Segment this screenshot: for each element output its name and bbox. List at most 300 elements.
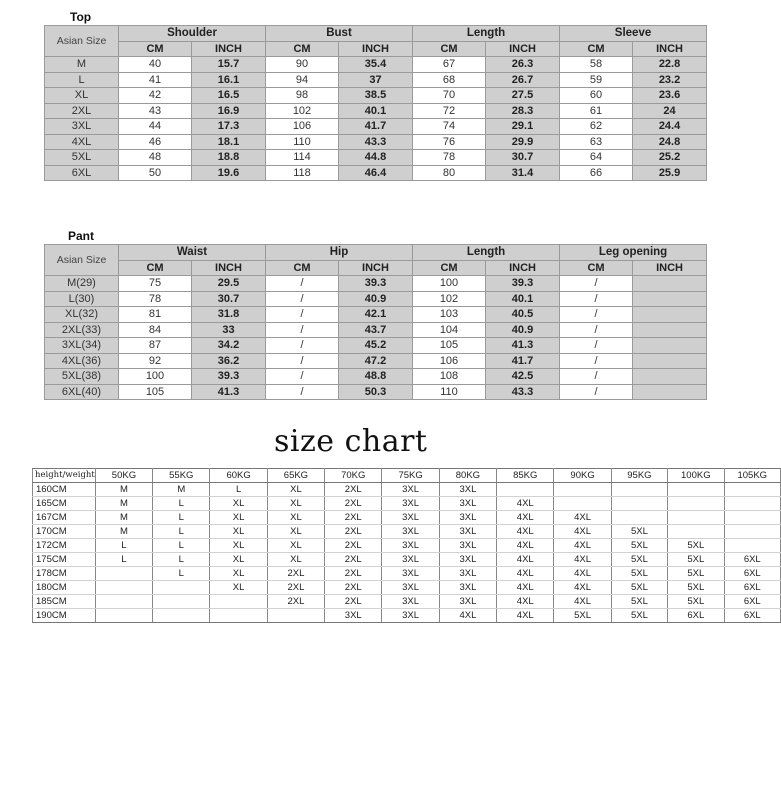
recommended-size-cell: 3XL (439, 525, 496, 539)
pant-inch-value: 43.7 (339, 322, 413, 338)
pant-inch-value: 40.1 (486, 291, 560, 307)
pant-inch-value (633, 369, 707, 385)
top-inch-value: 24 (633, 103, 707, 119)
recommended-size-cell: 3XL (382, 511, 439, 525)
weight-column-header: 55KG (153, 469, 210, 483)
pant-inch-value: 43.3 (486, 384, 560, 400)
top-size-label: XL (45, 88, 119, 104)
pant-cm-value: / (560, 322, 633, 338)
top-cm-value: 114 (266, 150, 339, 166)
recommended-size-cell: 3XL (382, 553, 439, 567)
recommended-size-cell: 6XL (668, 609, 724, 623)
recommended-size-cell: 4XL (497, 525, 554, 539)
top-cm-value: 90 (266, 57, 339, 73)
top-inch-value: 24.8 (633, 134, 707, 150)
recommended-size-cell: 4XL (554, 511, 611, 525)
pant-size-row (45, 322, 707, 338)
pant-size-label: 2XL(33) (45, 322, 119, 338)
recommended-size-cell: 6XL (724, 595, 780, 609)
top-inch-value: 26.3 (486, 57, 560, 73)
top-group-header: Bust (266, 26, 413, 42)
top-cm-value: 40 (119, 57, 192, 73)
pant-size-label: M(29) (45, 276, 119, 292)
pant-size-label: 4XL(36) (45, 353, 119, 369)
weight-column-header: 95KG (611, 469, 667, 483)
top-cm-value: 74 (413, 119, 486, 135)
recommended-size-cell: L (153, 497, 210, 511)
top-unit-inch: INCH (486, 41, 560, 57)
top-inch-value: 29.9 (486, 134, 560, 150)
recommended-size-cell: 2XL (325, 539, 382, 553)
top-cm-value: 50 (119, 165, 192, 181)
pant-inch-value: 39.3 (486, 276, 560, 292)
recommended-size-cell: XL (267, 539, 324, 553)
recommended-size-cell: XL (210, 581, 267, 595)
pant-inch-value (633, 322, 707, 338)
pant-cm-value: / (266, 307, 339, 323)
top-inch-value: 25.2 (633, 150, 707, 166)
top-size-row (45, 72, 707, 88)
top-cm-value: 59 (560, 72, 633, 88)
top-inch-value: 28.3 (486, 103, 560, 119)
pant-inch-value: 40.9 (486, 322, 560, 338)
top-unit-cm: CM (266, 41, 339, 57)
weight-column-header: 75KG (382, 469, 439, 483)
recommended-size-cell: M (95, 483, 152, 497)
recommended-size-cell: 3XL (439, 497, 496, 511)
recommended-size-cell: 2XL (325, 595, 382, 609)
recommended-size-cell: 4XL (554, 553, 611, 567)
recommended-size-cell: 3XL (439, 595, 496, 609)
top-size-label: 2XL (45, 103, 119, 119)
top-inch-value: 35.4 (339, 57, 413, 73)
recommended-size-cell: 3XL (382, 567, 439, 581)
recommended-size-cell: 4XL (554, 539, 611, 553)
recommended-size-cell: 5XL (668, 567, 724, 581)
pant-cm-value: 105 (119, 384, 192, 400)
pant-cm-value: 103 (413, 307, 486, 323)
recommended-size-cell: 3XL (325, 609, 382, 623)
pant-inch-value (633, 291, 707, 307)
top-inch-value: 16.1 (192, 72, 266, 88)
top-cm-value: 72 (413, 103, 486, 119)
top-inch-value: 18.1 (192, 134, 266, 150)
top-size-row (45, 88, 707, 104)
top-group-header: Shoulder (119, 26, 266, 42)
height-label: 160CM (33, 483, 96, 497)
recommended-size-cell (724, 539, 780, 553)
top-size-label: 6XL (45, 165, 119, 181)
pant-size-row (45, 369, 707, 385)
recommended-size-cell: XL (210, 553, 267, 567)
pant-cm-value: 84 (119, 322, 192, 338)
recommended-size-cell (668, 511, 724, 525)
weight-column-header: 105KG (724, 469, 780, 483)
recommended-size-cell (95, 595, 152, 609)
pant-inch-value: 29.5 (192, 276, 266, 292)
top-cm-value: 43 (119, 103, 192, 119)
weight-column-header: 70KG (325, 469, 382, 483)
pant-cm-value: 102 (413, 291, 486, 307)
pant-cm-value: 108 (413, 369, 486, 385)
recommended-size-cell (95, 581, 152, 595)
pant-cm-value: 110 (413, 384, 486, 400)
recommended-size-cell: XL (267, 511, 324, 525)
pant-size-row (45, 276, 707, 292)
pant-inch-value (633, 338, 707, 354)
pant-inch-value: 47.2 (339, 353, 413, 369)
pant-size-row (45, 291, 707, 307)
recommended-size-cell: 3XL (382, 525, 439, 539)
weight-column-header: 60KG (210, 469, 267, 483)
top-unit-cm: CM (560, 41, 633, 57)
pant-inch-value: 41.7 (486, 353, 560, 369)
pant-cm-value: / (266, 353, 339, 369)
top-cm-value: 41 (119, 72, 192, 88)
recommended-size-cell: 6XL (724, 567, 780, 581)
recommended-size-cell: 5XL (554, 609, 611, 623)
recommended-size-cell: 3XL (439, 567, 496, 581)
top-unit-cm: CM (413, 41, 486, 57)
top-cm-value: 68 (413, 72, 486, 88)
recommended-size-cell: 3XL (439, 483, 496, 497)
recommended-size-cell: 3XL (439, 539, 496, 553)
pant-inch-value: 41.3 (192, 384, 266, 400)
pant-inch-value: 42.5 (486, 369, 560, 385)
pant-cm-value: / (560, 338, 633, 354)
top-cm-value: 66 (560, 165, 633, 181)
weight-column-header: 90KG (554, 469, 611, 483)
recommended-size-cell (95, 609, 152, 623)
top-inch-value: 43.3 (339, 134, 413, 150)
height-row (33, 539, 781, 553)
top-cm-value: 98 (266, 88, 339, 104)
recommended-size-cell: 4XL (497, 511, 554, 525)
pant-cm-value: / (266, 384, 339, 400)
height-label: 190CM (33, 609, 96, 623)
pant-cm-value: / (560, 384, 633, 400)
pant-cm-value: 75 (119, 276, 192, 292)
recommended-size-cell: L (153, 511, 210, 525)
height-label: 175CM (33, 553, 96, 567)
pant-inch-value: 33 (192, 322, 266, 338)
top-inch-value: 22.8 (633, 57, 707, 73)
recommended-size-cell: 2XL (325, 567, 382, 581)
recommended-size-cell (611, 497, 667, 511)
top-cm-value: 62 (560, 119, 633, 135)
recommended-size-cell: 4XL (554, 525, 611, 539)
height-label: 180CM (33, 581, 96, 595)
pant-cm-value: / (266, 276, 339, 292)
pant-cm-value: 92 (119, 353, 192, 369)
recommended-size-cell: 3XL (382, 609, 439, 623)
top-cm-value: 64 (560, 150, 633, 166)
top-cm-value: 76 (413, 134, 486, 150)
recommended-size-cell: 5XL (668, 581, 724, 595)
recommended-size-cell: 3XL (382, 581, 439, 595)
pant-size-label: 5XL(38) (45, 369, 119, 385)
pant-inch-value: 40.5 (486, 307, 560, 323)
pant-unit-inch: INCH (192, 260, 266, 276)
pant-inch-value: 45.2 (339, 338, 413, 354)
top-inch-value: 41.7 (339, 119, 413, 135)
top-cm-value: 67 (413, 57, 486, 73)
pant-section-title: Pant (68, 229, 95, 243)
top-unit-inch: INCH (339, 41, 413, 57)
pant-corner-label: Asian Size (45, 245, 119, 276)
recommended-size-cell: 4XL (497, 595, 554, 609)
pant-size-label: L(30) (45, 291, 119, 307)
recommended-size-cell: 5XL (611, 525, 667, 539)
top-cm-value: 106 (266, 119, 339, 135)
recommended-size-cell (153, 581, 210, 595)
pant-inch-value: 39.3 (192, 369, 266, 385)
recommended-size-cell: 4XL (439, 609, 496, 623)
top-inch-value: 17.3 (192, 119, 266, 135)
recommended-size-cell: XL (267, 497, 324, 511)
recommended-size-cell: L (153, 553, 210, 567)
top-group-header: Length (413, 26, 560, 42)
recommended-size-cell (668, 525, 724, 539)
recommended-size-cell: XL (210, 525, 267, 539)
pant-inch-value (633, 276, 707, 292)
pant-unit-inch: INCH (339, 260, 413, 276)
recommended-size-cell: XL (210, 539, 267, 553)
recommended-size-cell: 2XL (267, 567, 324, 581)
top-size-row (45, 119, 707, 135)
recommended-size-cell (210, 609, 267, 623)
pant-cm-value: / (266, 369, 339, 385)
pant-inch-value: 31.8 (192, 307, 266, 323)
recommended-size-cell: 3XL (439, 511, 496, 525)
top-size-row (45, 134, 707, 150)
recommended-size-cell (153, 609, 210, 623)
top-inch-value: 30.7 (486, 150, 560, 166)
top-cm-value: 42 (119, 88, 192, 104)
top-inch-value: 44.8 (339, 150, 413, 166)
top-inch-value: 23.6 (633, 88, 707, 104)
recommended-size-cell (153, 595, 210, 609)
pant-cm-value: 106 (413, 353, 486, 369)
recommended-size-cell: 5XL (611, 539, 667, 553)
recommended-size-cell: XL (267, 553, 324, 567)
top-inch-value: 25.9 (633, 165, 707, 181)
recommended-size-cell: 4XL (554, 595, 611, 609)
recommended-size-cell (724, 511, 780, 525)
top-size-label: M (45, 57, 119, 73)
recommended-size-cell: 5XL (611, 567, 667, 581)
recommended-size-cell (724, 497, 780, 511)
recommended-size-cell: L (153, 567, 210, 581)
pant-cm-value: / (560, 353, 633, 369)
weight-column-header: 85KG (497, 469, 554, 483)
top-inch-value: 15.7 (192, 57, 266, 73)
recommended-size-cell: 3XL (382, 539, 439, 553)
recommended-size-cell: XL (267, 525, 324, 539)
weight-column-header: 50KG (95, 469, 152, 483)
pant-size-label: 6XL(40) (45, 384, 119, 400)
top-cm-value: 44 (119, 119, 192, 135)
top-inch-value: 27.5 (486, 88, 560, 104)
recommended-size-cell (210, 595, 267, 609)
pant-cm-value: 100 (119, 369, 192, 385)
recommended-size-cell: 2XL (267, 581, 324, 595)
top-size-label: 5XL (45, 150, 119, 166)
recommended-size-cell (668, 497, 724, 511)
recommended-size-cell (724, 483, 780, 497)
pant-size-row (45, 353, 707, 369)
top-cm-value: 80 (413, 165, 486, 181)
top-size-row (45, 103, 707, 119)
top-inch-value: 38.5 (339, 88, 413, 104)
pant-inch-value: 48.8 (339, 369, 413, 385)
height-row (33, 525, 781, 539)
recommended-size-cell: 4XL (497, 567, 554, 581)
top-unit-inch: INCH (633, 41, 707, 57)
pant-unit-inch: INCH (486, 260, 560, 276)
top-cm-value: 63 (560, 134, 633, 150)
pant-size-label: 3XL(34) (45, 338, 119, 354)
pant-group-header: Leg opening (560, 245, 707, 261)
top-size-label: 3XL (45, 119, 119, 135)
top-inch-value: 23.2 (633, 72, 707, 88)
pant-inch-value (633, 353, 707, 369)
recommended-size-cell (497, 483, 554, 497)
top-cm-value: 78 (413, 150, 486, 166)
recommended-size-cell: M (95, 525, 152, 539)
height-label: 165CM (33, 497, 96, 511)
top-inch-value: 16.5 (192, 88, 266, 104)
recommended-size-cell: 2XL (325, 525, 382, 539)
top-inch-value: 18.8 (192, 150, 266, 166)
height-weight-table (32, 468, 781, 623)
top-corner-label: Asian Size (45, 26, 119, 57)
height-row (33, 581, 781, 595)
top-size-label: 4XL (45, 134, 119, 150)
height-row (33, 497, 781, 511)
height-label: 178CM (33, 567, 96, 581)
recommended-size-cell: L (95, 539, 152, 553)
top-inch-value: 26.7 (486, 72, 560, 88)
recommended-size-cell: 4XL (554, 567, 611, 581)
recommended-size-cell: 2XL (325, 497, 382, 511)
pant-group-header: Hip (266, 245, 413, 261)
recommended-size-cell (611, 483, 667, 497)
top-cm-value: 61 (560, 103, 633, 119)
pant-cm-value: / (560, 276, 633, 292)
recommended-size-cell: XL (210, 511, 267, 525)
pant-size-row (45, 384, 707, 400)
recommended-size-cell: L (153, 539, 210, 553)
recommended-size-cell: 2XL (325, 581, 382, 595)
pant-inch-value (633, 307, 707, 323)
top-inch-value: 24.4 (633, 119, 707, 135)
pant-group-header: Length (413, 245, 560, 261)
recommended-size-cell: 5XL (668, 595, 724, 609)
recommended-size-cell: 4XL (497, 581, 554, 595)
recommended-size-cell: 4XL (497, 553, 554, 567)
recommended-size-cell: L (210, 483, 267, 497)
recommended-size-cell: 6XL (724, 581, 780, 595)
pant-inch-value: 39.3 (339, 276, 413, 292)
pant-inch-value: 36.2 (192, 353, 266, 369)
recommended-size-cell: L (95, 553, 152, 567)
recommended-size-cell (611, 511, 667, 525)
pant-size-row (45, 307, 707, 323)
pant-size-label: XL(32) (45, 307, 119, 323)
recommended-size-cell: 4XL (554, 581, 611, 595)
pant-unit-cm: CM (560, 260, 633, 276)
top-size-row (45, 165, 707, 181)
top-inch-value: 40.1 (339, 103, 413, 119)
recommended-size-cell: M (153, 483, 210, 497)
top-cm-value: 46 (119, 134, 192, 150)
recommended-size-cell: 6XL (724, 609, 780, 623)
recommended-size-cell: 5XL (611, 609, 667, 623)
recommended-size-cell: 2XL (325, 483, 382, 497)
top-size-row (45, 150, 707, 166)
top-size-label: L (45, 72, 119, 88)
recommended-size-cell: 2XL (267, 595, 324, 609)
pant-unit-cm: CM (266, 260, 339, 276)
pant-cm-value: / (560, 307, 633, 323)
recommended-size-cell: XL (210, 497, 267, 511)
top-size-row (45, 57, 707, 73)
recommended-size-cell: 4XL (497, 609, 554, 623)
recommended-size-cell: 5XL (611, 581, 667, 595)
pant-cm-value: 87 (119, 338, 192, 354)
recommended-size-cell: L (153, 525, 210, 539)
top-cm-value: 94 (266, 72, 339, 88)
pant-inch-value: 50.3 (339, 384, 413, 400)
top-cm-value: 48 (119, 150, 192, 166)
height-row (33, 483, 781, 497)
recommended-size-cell: M (95, 511, 152, 525)
recommended-size-cell: 3XL (382, 483, 439, 497)
pant-cm-value: 104 (413, 322, 486, 338)
recommended-size-cell: XL (267, 483, 324, 497)
top-inch-value: 37 (339, 72, 413, 88)
recommended-size-cell: 5XL (668, 539, 724, 553)
recommended-size-cell (95, 567, 152, 581)
pant-unit-cm: CM (413, 260, 486, 276)
pant-unit-cm: CM (119, 260, 192, 276)
recommended-size-cell (267, 609, 324, 623)
recommended-size-cell: M (95, 497, 152, 511)
recommended-size-cell: 5XL (611, 595, 667, 609)
recommended-size-cell: 2XL (325, 553, 382, 567)
recommended-size-cell (554, 497, 611, 511)
height-row (33, 609, 781, 623)
pant-cm-value: 105 (413, 338, 486, 354)
top-group-header: Sleeve (560, 26, 707, 42)
top-unit-inch: INCH (192, 41, 266, 57)
height-row (33, 595, 781, 609)
top-cm-value: 110 (266, 134, 339, 150)
pant-inch-value (633, 384, 707, 400)
recommended-size-cell: 5XL (668, 553, 724, 567)
pant-cm-value: 100 (413, 276, 486, 292)
height-row (33, 511, 781, 525)
height-label: 172CM (33, 539, 96, 553)
top-inch-value: 16.9 (192, 103, 266, 119)
pant-cm-value: 78 (119, 291, 192, 307)
top-section-title: Top (70, 10, 92, 24)
pant-group-header: Waist (119, 245, 266, 261)
pant-cm-value: / (266, 291, 339, 307)
top-cm-value: 118 (266, 165, 339, 181)
top-cm-value: 102 (266, 103, 339, 119)
